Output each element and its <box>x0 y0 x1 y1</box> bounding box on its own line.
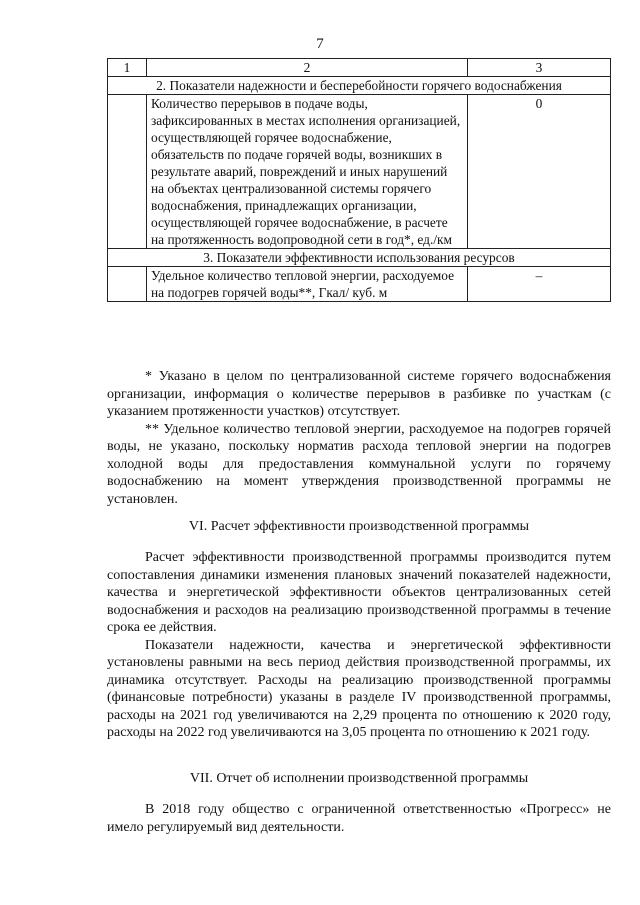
row-indicator-text: Количество перерывов в подаче воды, зафиксированных в местах исполнения организацией, осуществляющей горячее водоснабжение, обязательств по подаче горячей воды, возникших в результате аварий, повреждений и иных нарушений на объектах централизованной системы горячего водоснабжения, принадлежащих организации, осуществляющей горячее водоснабжение, в расчете на протяженность водопроводной сети в год*, ед./км <box>147 95 468 249</box>
table-section-row <box>108 249 611 267</box>
table-row <box>108 95 611 249</box>
indicators-table <box>107 58 611 302</box>
section-6-paragraph-2: Показатели надежности, качества и энергетической эффективности установлены равными на весь период действия производственной программы, их динамика отсутствует. Расходы на реализацию производственной программы (финансовые потребности) указаны в разделе IV производственной программы, расходы на 2021 год увеличиваются на 2,29 процента по отношению к 2020 году, расходы на 2022 год увеличиваются на 3,05 процента по отношению к 2021 году. <box>107 637 611 740</box>
footnote-1: * Указано в целом по централизованной системе горячего водоснабжения организации, информация о количестве перерывов в разбивке по участкам (с указанием протяженности участков) отсутствует. <box>107 369 611 419</box>
table-header-cell: 1 <box>108 59 147 77</box>
section-6-heading: VI. Расчет эффективности производственной программы <box>188 519 530 534</box>
row-indicator-value: 0 <box>468 95 611 249</box>
section-7-heading: VII. Отчет об исполнении производственной программы <box>189 771 529 786</box>
section-7-paragraph-1: В 2018 году общество с ограниченной ответственностью «Прогресс» не имело регулируемый вид деятельности. <box>107 802 611 835</box>
section-7-body <box>107 801 611 836</box>
table-header-cell: 3 <box>468 59 611 77</box>
row-indicator-value: – <box>468 267 611 302</box>
page-number: 7 <box>316 36 324 52</box>
table-header-cell: 2 <box>147 59 468 77</box>
section-3-title: 3. Показатели эффективности использования ресурсов <box>108 249 611 267</box>
section-6-paragraph-1: Расчет эффективности производственной программы производится путем сопоставления динамики изменения плановых значений показателей надежности, качества и энергетической эффективности объектов централизованных сетей водоснабжения и расходов на реализацию производственной программы в течение срока ее действия. <box>107 550 611 635</box>
footnote-2: ** Удельное количество тепловой энергии, расходуемое на подогрев горячей воды, не указано, поскольку норматив расхода тепловой энергии на подогрев холодной воды для предоставления коммунальной услуги по горячему водоснабжению на момент утверждения производственной программы не установлен. <box>107 421 611 507</box>
footnotes <box>107 368 611 508</box>
section-6-body <box>107 549 611 742</box>
table-section-row <box>108 77 611 95</box>
table-header-row <box>108 59 611 77</box>
table-row <box>108 267 611 302</box>
section-2-title: 2. Показатели надежности и бесперебойности горячего водоснабжения <box>108 77 611 95</box>
row-indicator-text: Удельное количество тепловой энергии, расходуемое на подогрев горячей воды**, Гкал/ куб. м <box>147 267 468 302</box>
